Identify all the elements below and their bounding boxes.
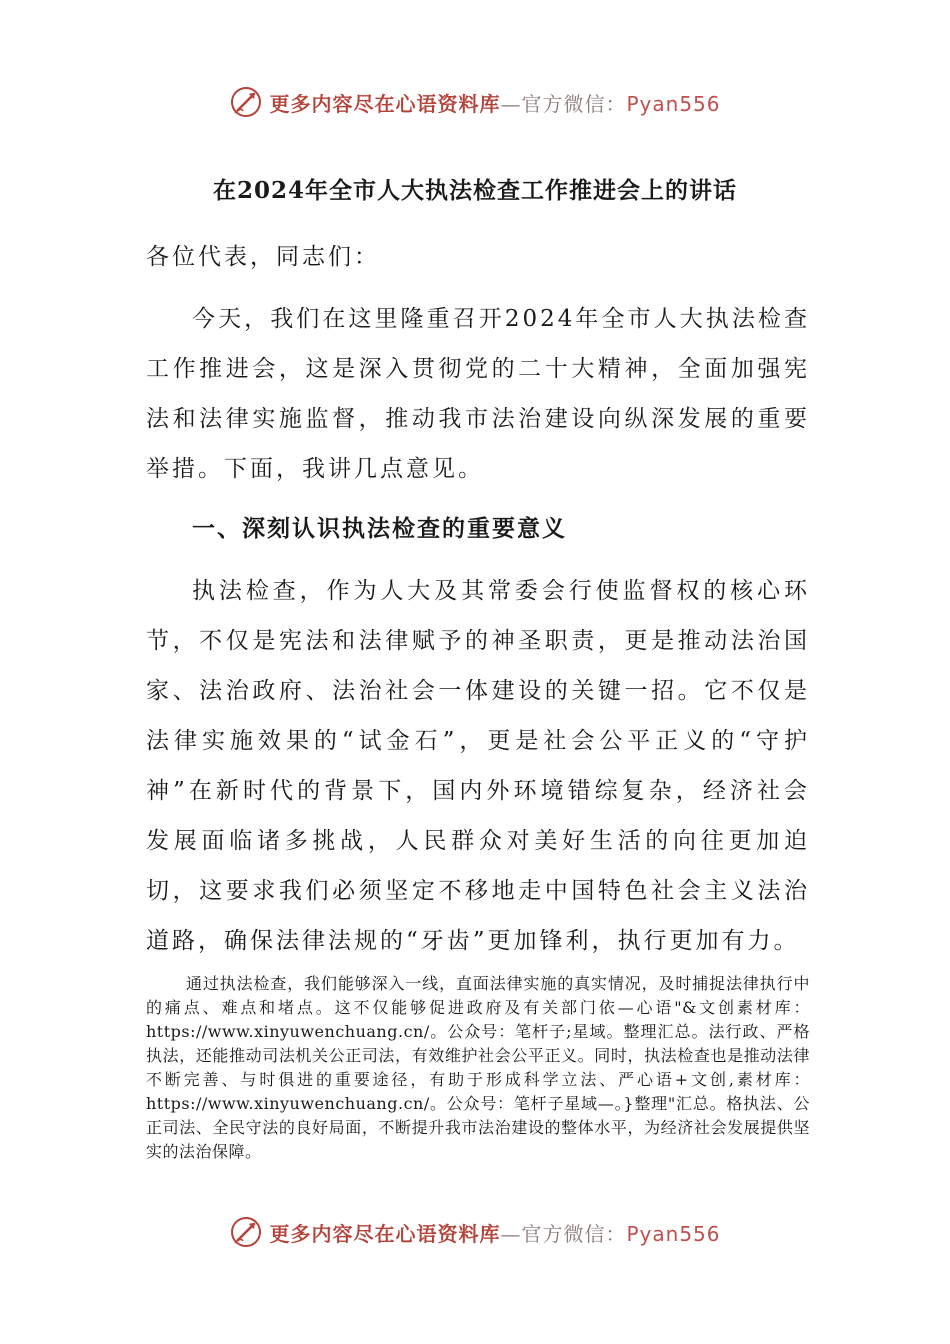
banner-wechat-id: Pyan556 [626,1221,721,1246]
quill-logo-icon [229,85,263,119]
section-heading: 一、深刻认识执法检查的重要意义 [192,515,567,542]
intro-paragraph: 今天，我们在这里隆重召开2024年全市人大执法检查工作推进会，这是深入贯彻党的二十大精神，全面加强宪法和法律实施监督，推动我市法治建设向纵深发展的重要举措。下面，我讲几点意见。 [146,306,810,482]
body-paragraph: 执法检查，作为人大及其常委会行使监督权的核心环节，不仅是宪法和法律赋予的神圣职责，更是推动法治国家、法治政府、法治社会一体建设的关键一招。它不仅是法律实施效果的“试金石”，更是社会公平正义的“守护神”在新时代的背景下，国内外环境错综复杂，经济社会发展面临诸多挑战，人民群众对美好生活的向往更加迫切，这要求我们必须坚定不移地走中国特色社会主义法治道路，确保法律法规的“牙齿”更加锋利，执行更加有力。 [146,578,810,954]
banner-wechat-label: —官方微信： [500,91,627,116]
header-banner [0,80,950,124]
banner-brand-text: 更多内容尽在心语资料库 [269,1221,501,1246]
small-paragraph: 通过执法检查，我们能够深入一线，直面法律实施的真实情况，及时捕捉法律执行中的痛点、难点和堵点。这不仅能够促进政府及有关部门依—心语"&文创素材库：https://www.xinyuwenchuang.cn/。公众号：笔杆子;星域。整理汇总。法行政、严格执法，还能推动司法机关公正司法，有效维护社会公平正义。同时，执法检查也是推动法律不断完善、与时俱进的重要途径，有助于形成科学立法、严心语+文创,素材库：https://www.xinyuwenchuang.cn/。公众号：笔杆子星域—。}整理"汇总。格执法、公正司法、全民守法的良好局面，不断提升我市法治建设的整体水平，为经济社会发展提供坚实的法治保障。 [146,974,810,1161]
quill-logo-icon [229,1215,263,1249]
greeting: 各位代表，同志们： [146,244,380,270]
footer-banner [0,1210,950,1254]
banner-brand-text: 更多内容尽在心语资料库 [269,91,501,116]
banner-wechat-label: —官方微信： [500,1221,627,1246]
banner-wechat-id: Pyan556 [626,91,721,116]
document-title: 在2024年全市人大执法检查工作推进会上的讲话 [212,177,737,204]
